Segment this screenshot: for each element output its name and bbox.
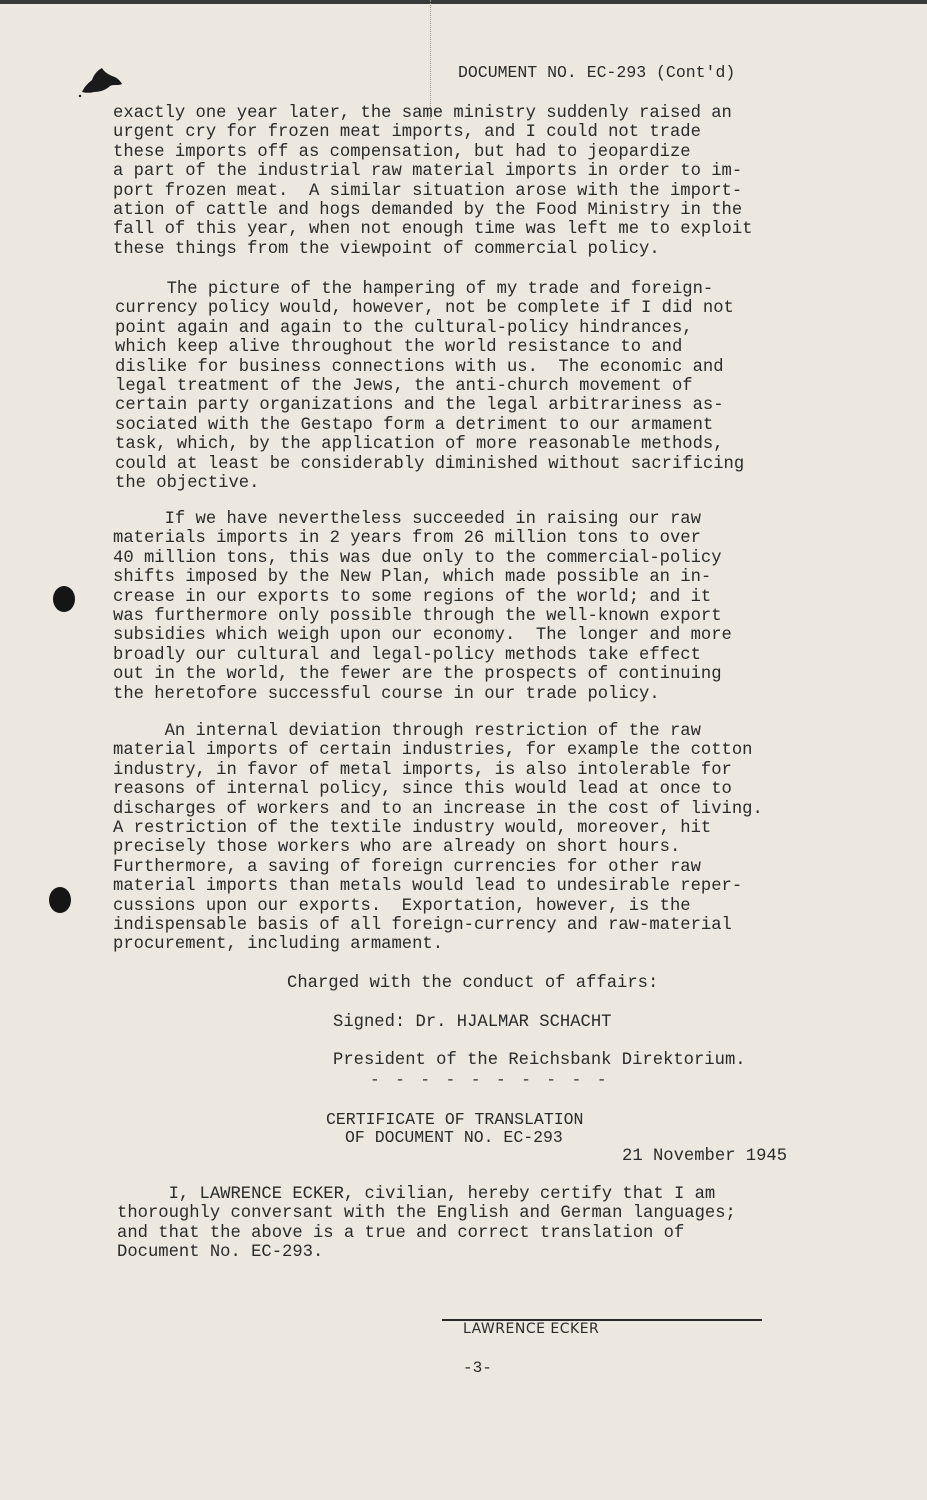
text-line: port frozen meat. A similar situation arose with the import- — [113, 181, 743, 201]
text-line: crease in our exports to some regions of the world; and it — [113, 587, 712, 607]
text-line: the objective. — [115, 473, 260, 493]
certificate-heading-1: CERTIFICATE OF TRANSLATION — [326, 1110, 584, 1129]
text-line: cussions upon our exports. Exportation, however, is the — [113, 896, 691, 916]
certifier-name: LAWRENCE ECKER — [463, 1321, 600, 1337]
text-line: and that the above is a true and correct translation of — [117, 1223, 685, 1243]
text-line: The picture of the hampering of my trade and foreign- — [115, 280, 714, 299]
certificate-body — [117, 1185, 736, 1263]
text-line: which keep alive throughout the world resistance to and — [115, 338, 683, 358]
text-line: was furthermore only possible through the well-known export — [113, 606, 722, 626]
certificate-date: 21 November 1945 — [622, 1147, 788, 1166]
text-line: out in the world, the fewer are the prospects of continuing — [113, 665, 722, 685]
text-line: A restriction of the textile industry would, moreover, hit — [113, 818, 712, 838]
text-line: the heretofore successful course in our trade policy. — [113, 684, 660, 704]
text-line: material imports than metals would lead to undesirable reper- — [113, 877, 743, 897]
signer-title: President of the Reichsbank Direktorium. — [333, 1051, 746, 1070]
text-line: these imports off as compensation, but had to jeopardize — [113, 142, 691, 162]
text-line: ation of cattle and hogs demanded by the Food Ministry in the — [113, 200, 743, 220]
fold-mark — [430, 0, 432, 120]
text-line: industry, in favor of metal imports, is also intolerable for — [113, 760, 732, 780]
punch-hole-bottom — [49, 887, 71, 913]
text-line: reasons of internal policy, since this would lead at once to — [113, 780, 732, 800]
signed-line: Signed: Dr. HJALMAR SCHACHT — [333, 1013, 612, 1032]
paragraph-3 — [113, 510, 732, 704]
text-line: An internal deviation through restriction of the raw — [113, 722, 701, 741]
punch-hole-top — [53, 586, 75, 612]
text-line: I, LAWRENCE ECKER, civilian, hereby certify that I am — [117, 1185, 716, 1204]
text-line: If we have nevertheless succeeded in raising our raw — [113, 510, 701, 529]
page-number: -3- — [463, 1359, 492, 1377]
text-line: Furthermore, a saving of foreign currencies for other raw — [113, 857, 701, 877]
paragraph-1 — [113, 104, 752, 259]
text-line: urgent cry for frozen meat imports, and I could not trade — [113, 123, 701, 143]
certificate-heading-2: OF DOCUMENT NO. EC-293 — [345, 1128, 563, 1147]
text-line: indispensable basis of all foreign-currency and raw-material — [113, 915, 732, 935]
text-line: thoroughly conversant with the English and German languages; — [117, 1204, 736, 1224]
text-line: material imports of certain industries, for example the cotton — [113, 741, 753, 761]
text-line: could at least be considerably diminished without sacrificing — [115, 454, 745, 474]
text-line: task, which, by the application of more reasonable methods, — [115, 435, 724, 455]
text-line: Document No. EC-293. — [117, 1243, 324, 1263]
text-line: dislike for business connections with us. The economic and — [115, 357, 724, 377]
paragraph-4 — [113, 722, 763, 955]
text-line: broadly our cultural and legal-policy methods take effect — [113, 645, 701, 665]
text-line: a part of the industrial raw material imports in order to im- — [113, 162, 743, 182]
page-top-edge — [0, 0, 927, 4]
text-line: shifts imposed by the New Plan, which made possible an in- — [113, 568, 712, 588]
text-line: exactly one year later, the same ministry suddenly raised an — [113, 104, 732, 123]
text-line: point again and again to the cultural-policy hindrances, — [115, 318, 693, 338]
text-line: 40 million tons, this was due only to the commercial-policy — [113, 548, 722, 568]
document-header: DOCUMENT NO. EC-293 (Cont'd) — [458, 63, 736, 82]
text-line: currency policy would, however, not be complete if I did not — [115, 299, 734, 319]
text-line: these things from the viewpoint of commercial policy. — [113, 239, 660, 259]
text-line: materials imports in 2 years from 26 million tons to over — [113, 529, 701, 549]
text-line: discharges of workers and to an increase in the cost of living. — [113, 799, 763, 819]
text-line: fall of this year, when not enough time was left me to exploit — [113, 220, 753, 240]
ink-stamp-icon — [78, 62, 126, 98]
text-line: certain party organizations and the legal arbitrariness as- — [115, 396, 724, 416]
text-line: sociated with the Gestapo form a detriment to our armament — [115, 415, 714, 435]
text-line: precisely those workers who are already on short hours. — [113, 838, 681, 858]
charged-line: Charged with the conduct of affairs: — [287, 974, 659, 993]
text-line: procurement, including armament. — [113, 935, 444, 955]
text-line: subsidies which weigh upon our economy. The longer and more — [113, 626, 732, 646]
separator-dashes: - - - - - - - - - - — [370, 1071, 610, 1089]
paragraph-2 — [115, 280, 744, 493]
text-line: legal treatment of the Jews, the anti-church movement of — [115, 376, 693, 396]
